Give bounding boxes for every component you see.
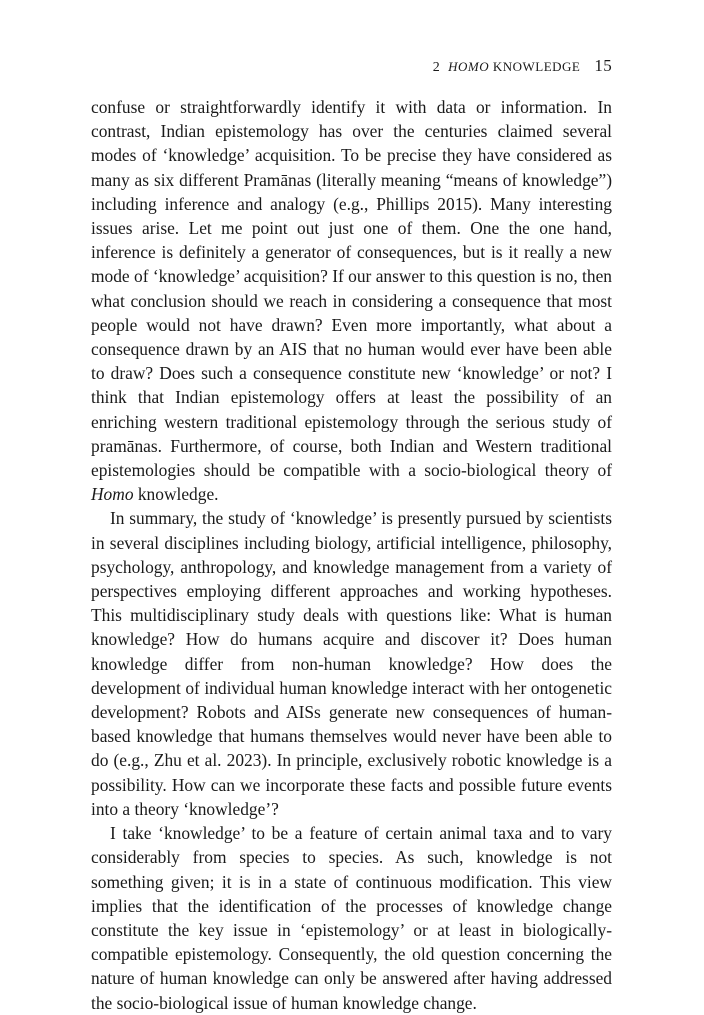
running-head-title xyxy=(448,59,580,74)
running-head-title-italic: HOMO xyxy=(448,59,490,74)
paragraph-3: I take ‘knowledge’ to be a feature of certain animal taxa and to vary considerably from species to species. As such, knowledge is not something given; it is in a state of continuous modification. This view implies that the identification of the processes of knowledge change constitute the key issue in ‘epistemology’ or at least in biologically-compatible epistemology. Consequently, the old question concerning the nature of human knowledge can only be answered after having addressed the socio-biological issue of human knowledge change. xyxy=(91,823,612,1013)
paragraph-2: In summary, the study of ‘knowledge’ is presently pursued by scientists in several disciplines including biology, artificial intelligence, philosophy, psychology, anthropology, and knowledge management from a variety of perspectives employing different approaches and working hypotheses. This multidisciplinary study deals with questions like: What is human knowledge? How do humans acquire and discover it? Does human knowledge differ from non-human knowledge? How does the development of individual human knowledge interact with her ontogenetic development? Robots and AISs generate new consequences of human-based knowledge that humans themselves would never have been able to do (e.g., Zhu et al. 2023). In principle, exclusively robotic knowledge is a possibility. How can we incorporate these facts and possible future events into a theory ‘knowledge’? xyxy=(91,508,612,819)
paragraph-1-italic-term: Homo xyxy=(91,484,134,505)
chapter-number: 2 xyxy=(432,60,441,75)
body-text xyxy=(91,95,612,1015)
paragraph-1 xyxy=(91,95,612,506)
running-head xyxy=(91,56,612,78)
paragraph-1-text: confuse or straightforwardly identify it with data or information. In contrast, Indian epistemology has over the centuries claimed several modes of ‘knowledge’ acquisition. To be precise they have considered as many as six different Pramānas (literally meaning “means of knowledge”) including inference and analogy (e.g., Phillips 2015). Many interesting issues arise. Let me point out just one of them. One the one hand, inference is definitely a generator of consequences, but is it really a new mode of ‘knowledge’ acquisition? If our answer to this question is no, then what conclusion should we reach in considering a consequence that most people would not have drawn? Even more importantly, what about a consequence drawn by an AIS that no human would ever have been able to draw? Does such a consequence constitute new ‘knowledge’ or not? I think that Indian epistemology offers at least the possibility of an enriching western traditional epistemology through the serious study of pramānas. Furthermore, of course, both Indian and Western traditional epistemologies should be compatible with a socio-biological theory of xyxy=(91,97,612,481)
paragraph-1-tail: knowledge. xyxy=(133,484,219,505)
running-head-title-rest: KNOWLEDGE xyxy=(492,59,581,74)
page-number: 15 xyxy=(594,56,612,75)
